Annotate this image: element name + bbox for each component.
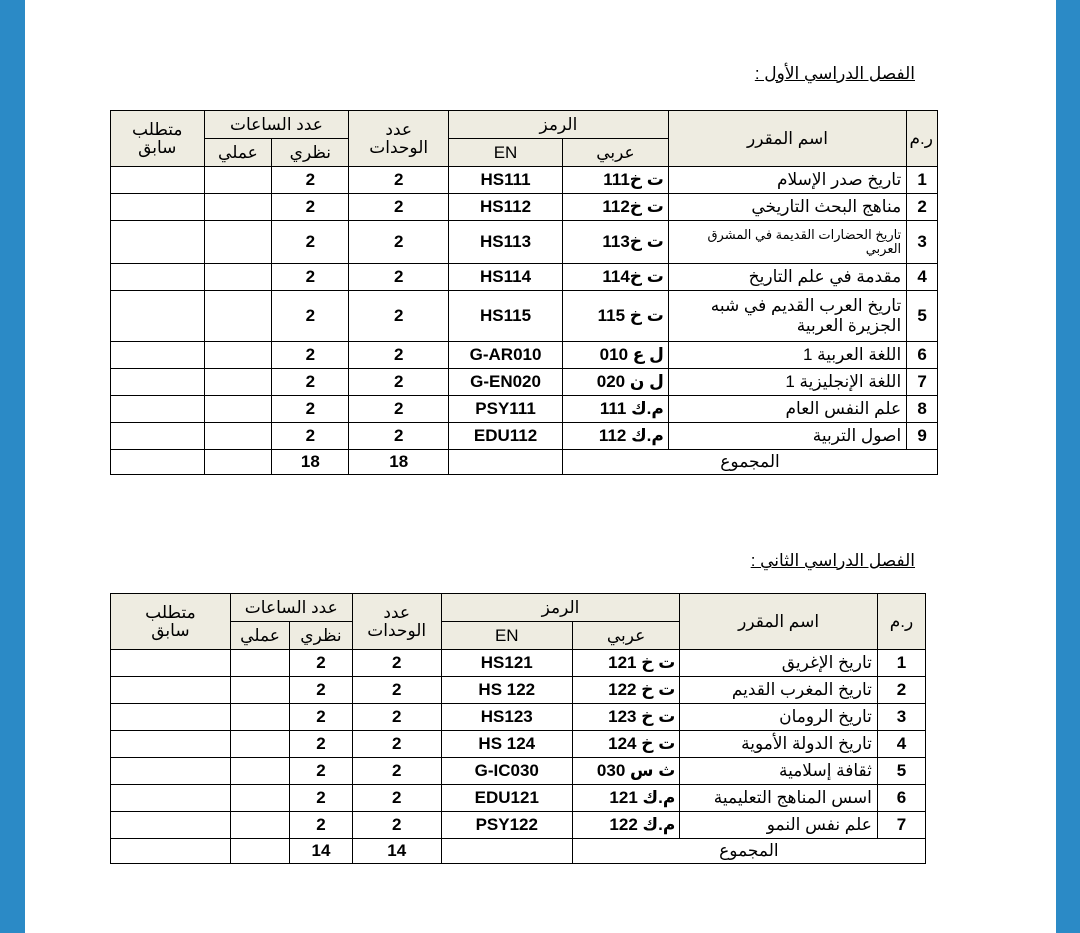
- total-row: [111, 839, 926, 864]
- code-english: PSY122: [441, 812, 572, 839]
- practical-hours: [204, 221, 272, 264]
- code-arabic: ت خ114: [563, 264, 669, 291]
- table-row: [111, 194, 938, 221]
- header-units-line2: الوحدات: [369, 137, 429, 157]
- row-number: 6: [907, 342, 938, 369]
- semester-1-table: [110, 110, 938, 475]
- units: 2: [352, 650, 441, 677]
- row-number: 7: [907, 369, 938, 396]
- code-english: EDU121: [441, 785, 572, 812]
- code-english: HS115: [449, 291, 563, 342]
- prerequisite: [111, 704, 231, 731]
- code-english: HS114: [449, 264, 563, 291]
- prerequisite: [111, 785, 231, 812]
- header-code-en: EN: [449, 139, 563, 167]
- code-english: HS113: [449, 221, 563, 264]
- header-course-name: اسم المقرر: [680, 594, 878, 650]
- units: 2: [349, 396, 449, 423]
- total-practical: [230, 839, 289, 864]
- header-prereq-line2: سابق: [151, 620, 190, 640]
- code-english: HS111: [449, 167, 563, 194]
- total-label: المجموع: [572, 839, 925, 864]
- course-name: اصول التربية: [668, 423, 906, 450]
- code-english: G-AR010: [449, 342, 563, 369]
- total-empty-en: [441, 839, 572, 864]
- course-name: تاريخ الرومان: [680, 704, 878, 731]
- units: 2: [352, 758, 441, 785]
- header-code: الرمز: [441, 594, 680, 622]
- total-empty-en: [449, 450, 563, 475]
- row-number: 2: [877, 677, 925, 704]
- code-arabic: ت خ112: [563, 194, 669, 221]
- total-row: [111, 450, 938, 475]
- theory-hours: 2: [290, 785, 352, 812]
- header-hours: عدد الساعات: [230, 594, 352, 622]
- theory-hours: 2: [290, 812, 352, 839]
- prerequisite: [111, 369, 205, 396]
- row-number: 4: [877, 731, 925, 758]
- table-row: [111, 221, 938, 264]
- total-theory: 18: [272, 450, 349, 475]
- total-theory: 14: [290, 839, 352, 864]
- table-row: [111, 731, 926, 758]
- document-page: [25, 0, 1056, 933]
- practical-hours: [204, 423, 272, 450]
- prerequisite: [111, 396, 205, 423]
- prerequisite: [111, 731, 231, 758]
- theory-hours: 2: [290, 731, 352, 758]
- theory-hours: 2: [272, 221, 349, 264]
- practical-hours: [230, 812, 289, 839]
- row-number: 4: [907, 264, 938, 291]
- practical-hours: [204, 291, 272, 342]
- prerequisite: [111, 342, 205, 369]
- table-row: [111, 758, 926, 785]
- theory-hours: 2: [272, 167, 349, 194]
- code-arabic: ل ن 020: [563, 369, 669, 396]
- prerequisite: [111, 650, 231, 677]
- header-no: ر.م: [877, 594, 925, 650]
- row-number: 8: [907, 396, 938, 423]
- table-row: [111, 650, 926, 677]
- total-label: المجموع: [563, 450, 938, 475]
- prerequisite: [111, 677, 231, 704]
- header-no: ر.م: [907, 111, 938, 167]
- header-practical: عملي: [230, 622, 289, 650]
- row-number: 3: [907, 221, 938, 264]
- header-prereq-line2: سابق: [138, 137, 177, 157]
- code-arabic: ت خ113: [563, 221, 669, 264]
- table-row: [111, 423, 938, 450]
- prerequisite: [111, 423, 205, 450]
- theory-hours: 2: [272, 264, 349, 291]
- table-row: [111, 369, 938, 396]
- header-prereq: [111, 111, 205, 167]
- header-prereq-line1: متطلب: [132, 119, 183, 139]
- units: 2: [349, 167, 449, 194]
- practical-hours: [230, 704, 289, 731]
- code-arabic: م.ك 122: [572, 812, 680, 839]
- code-english: HS121: [441, 650, 572, 677]
- row-number: 9: [907, 423, 938, 450]
- course-name: تاريخ العرب القديم في شبه الجزيرة العربية: [668, 291, 906, 342]
- units: 2: [349, 264, 449, 291]
- semester-2-heading: الفصل الدراسي الثاني :: [750, 551, 915, 570]
- row-number: 1: [877, 650, 925, 677]
- code-english: G-EN020: [449, 369, 563, 396]
- semester-1-heading: الفصل الدراسي الأول :: [754, 64, 915, 83]
- theory-hours: 2: [272, 291, 349, 342]
- code-arabic: ت خ 124: [572, 731, 680, 758]
- row-number: 3: [877, 704, 925, 731]
- units: 2: [352, 704, 441, 731]
- units: 2: [352, 785, 441, 812]
- theory-hours: 2: [272, 342, 349, 369]
- header-units-line1: عدد: [385, 119, 413, 139]
- practical-hours: [204, 194, 272, 221]
- practical-hours: [204, 342, 272, 369]
- theory-hours: 2: [272, 194, 349, 221]
- header-practical: عملي: [204, 139, 272, 167]
- row-number: 1: [907, 167, 938, 194]
- practical-hours: [204, 167, 272, 194]
- table-row: [111, 291, 938, 342]
- code-arabic: ت خ 121: [572, 650, 680, 677]
- code-english: HS112: [449, 194, 563, 221]
- row-number: 6: [877, 785, 925, 812]
- code-arabic: م.ك 111: [563, 396, 669, 423]
- total-prereq: [111, 450, 205, 475]
- header-units-line1: عدد: [383, 602, 411, 622]
- units: 2: [349, 342, 449, 369]
- prerequisite: [111, 758, 231, 785]
- practical-hours: [204, 264, 272, 291]
- code-arabic: ل ع 010: [563, 342, 669, 369]
- course-name: علم النفس العام: [668, 396, 906, 423]
- course-name: اسس المناهج التعليمية: [680, 785, 878, 812]
- table-row: [111, 677, 926, 704]
- code-english: G-IC030: [441, 758, 572, 785]
- units: 2: [349, 221, 449, 264]
- total-units: 14: [352, 839, 441, 864]
- header-code-ar: عربي: [563, 139, 669, 167]
- code-english: HS 124: [441, 731, 572, 758]
- row-number: 5: [907, 291, 938, 342]
- table-row: [111, 342, 938, 369]
- practical-hours: [230, 650, 289, 677]
- prerequisite: [111, 291, 205, 342]
- course-name: مقدمة في علم التاريخ: [668, 264, 906, 291]
- prerequisite: [111, 194, 205, 221]
- course-name: تاريخ صدر الإسلام: [668, 167, 906, 194]
- code-english: EDU112: [449, 423, 563, 450]
- theory-hours: 2: [290, 650, 352, 677]
- header-prereq-line1: متطلب: [145, 602, 196, 622]
- practical-hours: [204, 396, 272, 423]
- table-row: [111, 264, 938, 291]
- header-prereq: [111, 594, 231, 650]
- header-units: [352, 594, 441, 650]
- practical-hours: [204, 369, 272, 396]
- course-name: تاريخ المغرب القديم: [680, 677, 878, 704]
- total-practical: [204, 450, 272, 475]
- units: 2: [349, 423, 449, 450]
- units: 2: [349, 194, 449, 221]
- code-arabic: ث س 030: [572, 758, 680, 785]
- theory-hours: 2: [290, 758, 352, 785]
- total-prereq: [111, 839, 231, 864]
- header-theory: نظري: [290, 622, 352, 650]
- table-row: [111, 812, 926, 839]
- course-name: تاريخ الدولة الأموية: [680, 731, 878, 758]
- row-number: 5: [877, 758, 925, 785]
- course-name: علم نفس النمو: [680, 812, 878, 839]
- header-code: الرمز: [449, 111, 669, 139]
- practical-hours: [230, 758, 289, 785]
- code-arabic: م.ك 121: [572, 785, 680, 812]
- code-arabic: ت خ 115: [563, 291, 669, 342]
- prerequisite: [111, 264, 205, 291]
- row-number: 2: [907, 194, 938, 221]
- total-units: 18: [349, 450, 449, 475]
- course-name: مناهج البحث التاريخي: [668, 194, 906, 221]
- theory-hours: 2: [290, 704, 352, 731]
- practical-hours: [230, 785, 289, 812]
- units: 2: [349, 291, 449, 342]
- header-course-name: اسم المقرر: [668, 111, 906, 167]
- course-name: ثقافة إسلامية: [680, 758, 878, 785]
- header-hours: عدد الساعات: [204, 111, 349, 139]
- code-english: HS 122: [441, 677, 572, 704]
- practical-hours: [230, 731, 289, 758]
- code-english: HS123: [441, 704, 572, 731]
- units: 2: [349, 369, 449, 396]
- prerequisite: [111, 167, 205, 194]
- header-units-line2: الوحدات: [367, 620, 427, 640]
- units: 2: [352, 731, 441, 758]
- code-arabic: ت خ111: [563, 167, 669, 194]
- theory-hours: 2: [272, 423, 349, 450]
- units: 2: [352, 812, 441, 839]
- semester-2-table: [110, 593, 926, 864]
- theory-hours: 2: [290, 677, 352, 704]
- course-name: اللغة العربية 1: [668, 342, 906, 369]
- units: 2: [352, 677, 441, 704]
- code-arabic: م.ك 112: [563, 423, 669, 450]
- row-number: 7: [877, 812, 925, 839]
- code-arabic: ت خ 122: [572, 677, 680, 704]
- course-name: تاريخ الحضارات القديمة في المشرق العربي: [668, 221, 906, 264]
- code-english: PSY111: [449, 396, 563, 423]
- course-name: اللغة الإنجليزية 1: [668, 369, 906, 396]
- table-row: [111, 396, 938, 423]
- header-units: [349, 111, 449, 167]
- header-theory: نظري: [272, 139, 349, 167]
- code-arabic: ت خ 123: [572, 704, 680, 731]
- table-row: [111, 167, 938, 194]
- prerequisite: [111, 812, 231, 839]
- theory-hours: 2: [272, 396, 349, 423]
- header-code-ar: عربي: [572, 622, 680, 650]
- theory-hours: 2: [272, 369, 349, 396]
- practical-hours: [230, 677, 289, 704]
- course-name: تاريخ الإغريق: [680, 650, 878, 677]
- prerequisite: [111, 221, 205, 264]
- header-code-en: EN: [441, 622, 572, 650]
- table-row: [111, 785, 926, 812]
- table-row: [111, 704, 926, 731]
